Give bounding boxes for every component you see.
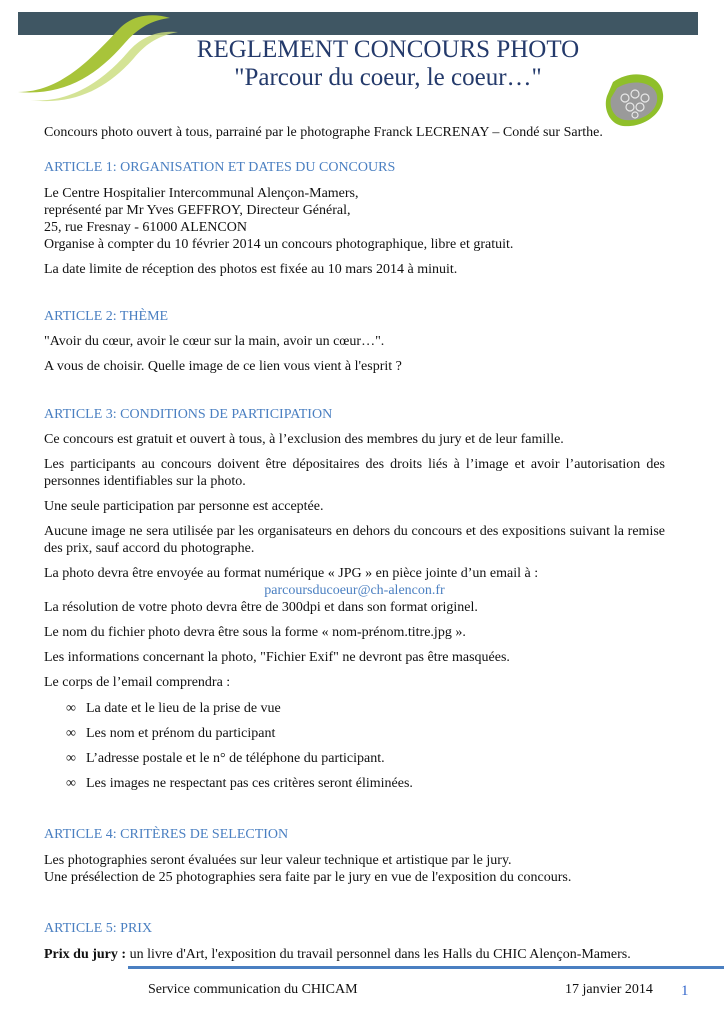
page-subtitle: "Parcour du coeur, le coeur…" [234,64,542,91]
article-3-heading: ARTICLE 3: CONDITIONS DE PARTICIPATION [44,407,333,422]
article-1-heading: ARTICLE 1: ORGANISATION ET DATES DU CONCOURS [44,160,396,175]
bullet-icon: ∞ [66,776,76,791]
page-number: 1 [681,983,689,999]
list-item [66,700,665,717]
list-item [66,775,665,792]
theme-text: "Avoir du cœur, avoir le cœur sur la main, avoir un cœur…". [44,334,385,349]
footer-date: 17 janvier 2014 [565,982,653,997]
paragraph-line: Une présélection de 25 photographies sera faite par le jury en vue de l'exposition du concours. [44,870,572,885]
address-line: représenté par Mr Yves GEFFROY, Directeur Général, [44,203,351,218]
paragraph: Le corps de l’email comprendra : [44,675,231,690]
intro-text: Concours photo ouvert à tous, parrainé par le photographe Franck LECRENAY – Condé sur Sarthe. [44,125,603,140]
article-5-heading: ARTICLE 5: PRIX [44,921,153,936]
bullet-icon: ∞ [66,726,76,741]
paragraph-line: Les photographies seront évaluées sur leur valeur technique et artistique par le jury. [44,853,512,868]
paragraph: La résolution de votre photo devra être de 300dpi et dans son format originel. [44,600,478,615]
paragraph: Ce concours est gratuit et ouvert à tous, à l’exclusion des membres du jury et de leur famille. [44,432,564,447]
paragraph: Les participants au concours doivent être dépositaires des droits liés à l’image et avoir l’autorisation des personnes identifiables sur la photo. [44,457,665,489]
list-item-text: La date et le lieu de la prise de vue [86,701,281,716]
lace-heart-image [603,72,667,130]
article-4-text [44,852,665,886]
paragraph: Une seule participation par personne est acceptée. [44,499,324,514]
list-item [66,750,665,767]
list-item-text: L’adresse postale et le n° de téléphone du participant. [86,751,385,766]
article-2-heading: ARTICLE 2: THÈME [44,309,169,324]
paragraph: La photo devra être envoyée au format numérique « JPG » en pièce jointe d’un email à : [44,566,539,581]
footer-divider [128,966,724,969]
address-line: 25, rue Fresnay - 61000 ALENCON [44,220,247,235]
article-4-heading: ARTICLE 4: CRITÈRES DE SELECTION [44,827,289,842]
address-line: Le Centre Hospitalier Intercommunal Alençon-Mamers, [44,186,359,201]
bullet-icon: ∞ [66,751,76,766]
list-item-text: Les images ne respectant pas ces critères seront éliminées. [86,776,413,791]
deadline-text: La date limite de réception des photos est fixée au 10 mars 2014 à minuit. [44,262,458,277]
document-body [44,124,665,963]
article-1-address [44,185,665,253]
bullet-icon: ∞ [66,701,76,716]
footer-service: Service communication du CHICAM [148,982,358,997]
prize-text [44,946,665,963]
address-line: Organise à compter du 10 février 2014 un concours photographique, libre et gratuit. [44,237,514,252]
list-item-text: Les nom et prénom du participant [86,726,276,741]
prize-description: un livre d'Art, l'exposition du travail personnel dans les Halls du CHIC Alençon-Mamers. [126,947,631,962]
contact-email[interactable]: parcoursducoeur@ch-alencon.fr [264,583,445,598]
paragraph: Aucune image ne sera utilisée par les organisateurs en dehors du concours et des expositions suivant la remise des prix, sauf accord du photographe. [44,524,665,556]
email-contents-list [44,700,665,792]
page-title: REGLEMENT CONCOURS PHOTO [196,36,580,63]
paragraph: Le nom du fichier photo devra être sous la forme « nom-prénom.titre.jpg ». [44,625,466,640]
list-item [66,725,665,742]
paragraph: Les informations concernant la photo, "Fichier Exif" ne devront pas être masquées. [44,650,510,665]
prize-label: Prix du jury : [44,947,127,962]
theme-question: A vous de choisir. Quelle image de ce lien vous vient à l'esprit ? [44,359,402,374]
